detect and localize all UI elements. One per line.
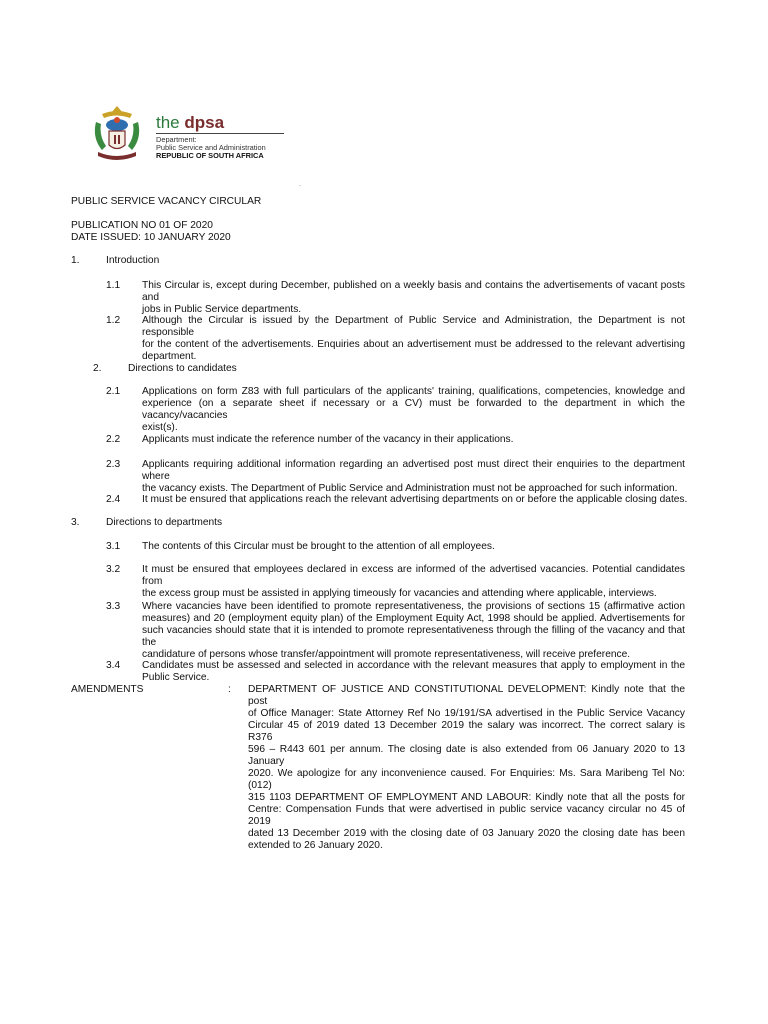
text-line: Where vacancies have been identified to promote representativeness, the provisions of sections 15 (affirmative action <box>142 601 685 612</box>
text-line: It must be ensured that applications reach the relevant advertising departments on or before the applicable closing dates. <box>142 494 688 505</box>
text-line: department. <box>142 351 197 362</box>
brand-divider <box>156 133 284 134</box>
text-line: 2020. We apologize for any inconvenience caused. For Enquiries: Ms. Sara Maribeng Tel No: (012) <box>248 768 685 791</box>
brand-line-1: Department: <box>156 135 197 144</box>
publication-number: PUBLICATION NO 01 OF 2020 <box>71 220 213 231</box>
coat-of-arms-icon <box>90 104 144 162</box>
text-line: candidature of persons whose transfer/appointment will promote representativeness, will receive preference. <box>142 649 631 660</box>
item-number: 1.1 <box>106 280 121 291</box>
item-number: 3.1 <box>106 541 121 552</box>
amendments-colon: : <box>228 684 231 695</box>
item-text <box>142 280 685 316</box>
section-heading: Directions to departments <box>106 517 223 528</box>
brand-line-2: Public Service and Administration <box>156 143 266 152</box>
item-number: 2.3 <box>106 459 121 470</box>
brand-prefix: the <box>156 113 185 132</box>
text-line: Candidates must be assessed and selected in accordance with the relevant measures that apply to employment in the <box>142 660 685 671</box>
text-line: the excess group must be assisted in applying timeously for vacancies and attending where applicable, interviews. <box>142 588 657 599</box>
item-text <box>142 315 685 363</box>
item-number: 3.3 <box>106 601 121 612</box>
brand-line-3: REPUBLIC OF SOUTH AFRICA <box>156 151 264 160</box>
amendments-text <box>248 684 685 852</box>
item-number: 3.2 <box>106 564 121 575</box>
text-line: 596 – R443 601 per annum. The closing date is also extended from 06 January 2020 to 13 January <box>248 744 685 767</box>
text-line: Applications on form Z83 with full particulars of the applicants' training, qualifications, competencies, knowledge and <box>142 386 685 397</box>
text-line: Although the Circular is issued by the Department of Public Service and Administration, the Department is not responsible <box>142 315 685 338</box>
section-heading: Directions to candidates <box>128 363 237 374</box>
item-number: 1.2 <box>106 315 121 326</box>
text-line: DEPARTMENT OF JUSTICE AND CONSTITUTIONAL DEVELOPMENT: Kindly note that the post <box>248 684 685 707</box>
text-line: Public Service. <box>142 672 210 683</box>
item-text <box>142 459 685 495</box>
text-line: Circular 45 of 2019 dated 13 December 2019 the salary was incorrect. The correct salary is R376 <box>248 720 685 743</box>
text-line: 315 1103 DEPARTMENT OF EMPLOYMENT AND LABOUR: Kindly note that all the posts for <box>248 792 685 803</box>
item-text <box>142 564 685 600</box>
text-line: Applicants must indicate the reference number of the vacancy in their applications. <box>142 434 514 445</box>
text-line: Applicants requiring additional information regarding an advertised post must direct their enquiries to the department where <box>142 459 685 482</box>
text-line: measures) and 20 (employment equity plan) of the Employment Equity Act, 1998 should be applied. Advertisements for <box>142 613 685 624</box>
amendments-label: AMENDMENTS <box>71 684 144 695</box>
text-line: The contents of this Circular must be brought to the attention of all employees. <box>142 541 495 552</box>
dpsa-logo <box>90 104 290 164</box>
item-number: 2.1 <box>106 386 121 397</box>
item-number: 2.4 <box>106 494 121 505</box>
item-text <box>142 601 685 661</box>
section-number: 1. <box>71 255 80 266</box>
text-line: for the content of the advertisements. Enquiries about an advertisement must be addressed to the relevant advertising <box>142 339 685 350</box>
section-number: 2. <box>93 363 102 374</box>
stray-dot: . <box>299 179 302 188</box>
item-number: 3.4 <box>106 660 121 671</box>
item-text <box>142 494 688 506</box>
circular-title: PUBLIC SERVICE VACANCY CIRCULAR <box>71 196 262 207</box>
text-line: extended to 26 January 2020. <box>248 840 383 851</box>
text-line: exist(s). <box>142 422 178 433</box>
text-line: dated 13 December 2019 with the closing date of 03 January 2020 the closing date has been <box>248 828 685 839</box>
item-text <box>142 660 685 684</box>
text-line: It must be ensured that employees declared in excess are informed of the advertised vacancies. Potential candidates from <box>142 564 685 587</box>
section-heading: Introduction <box>106 255 160 266</box>
text-line: such vacancies should state that it is intended to promote representativeness through the filling of the vacancy and that the <box>142 625 685 648</box>
item-text <box>142 386 685 434</box>
item-number: 2.2 <box>106 434 121 445</box>
item-text <box>142 434 685 446</box>
date-issued: DATE ISSUED: 10 JANUARY 2020 <box>71 232 231 243</box>
text-line: jobs in Public Service departments. <box>142 304 302 315</box>
text-line: the vacancy exists. The Department of Public Service and Administration must not be approached for such information. <box>142 483 678 494</box>
text-line: Centre: Compensation Funds that were advertised in public service vacancy circular no 45 of 2019 <box>248 804 685 827</box>
brand-wordmark <box>156 113 224 133</box>
brand-bold: dpsa <box>184 113 225 132</box>
section-number: 3. <box>71 517 80 528</box>
text-line: experience (on a separate sheet if necessary or a CV) must be forwarded to the department in which the vacancy/vacancies <box>142 398 685 421</box>
item-text <box>142 541 685 553</box>
text-line: This Circular is, except during December, published on a weekly basis and contains the advertisements of vacant posts and <box>142 280 685 303</box>
text-line: of Office Manager: State Attorney Ref No 19/191/SA advertised in the Public Service Vacancy <box>248 708 685 719</box>
